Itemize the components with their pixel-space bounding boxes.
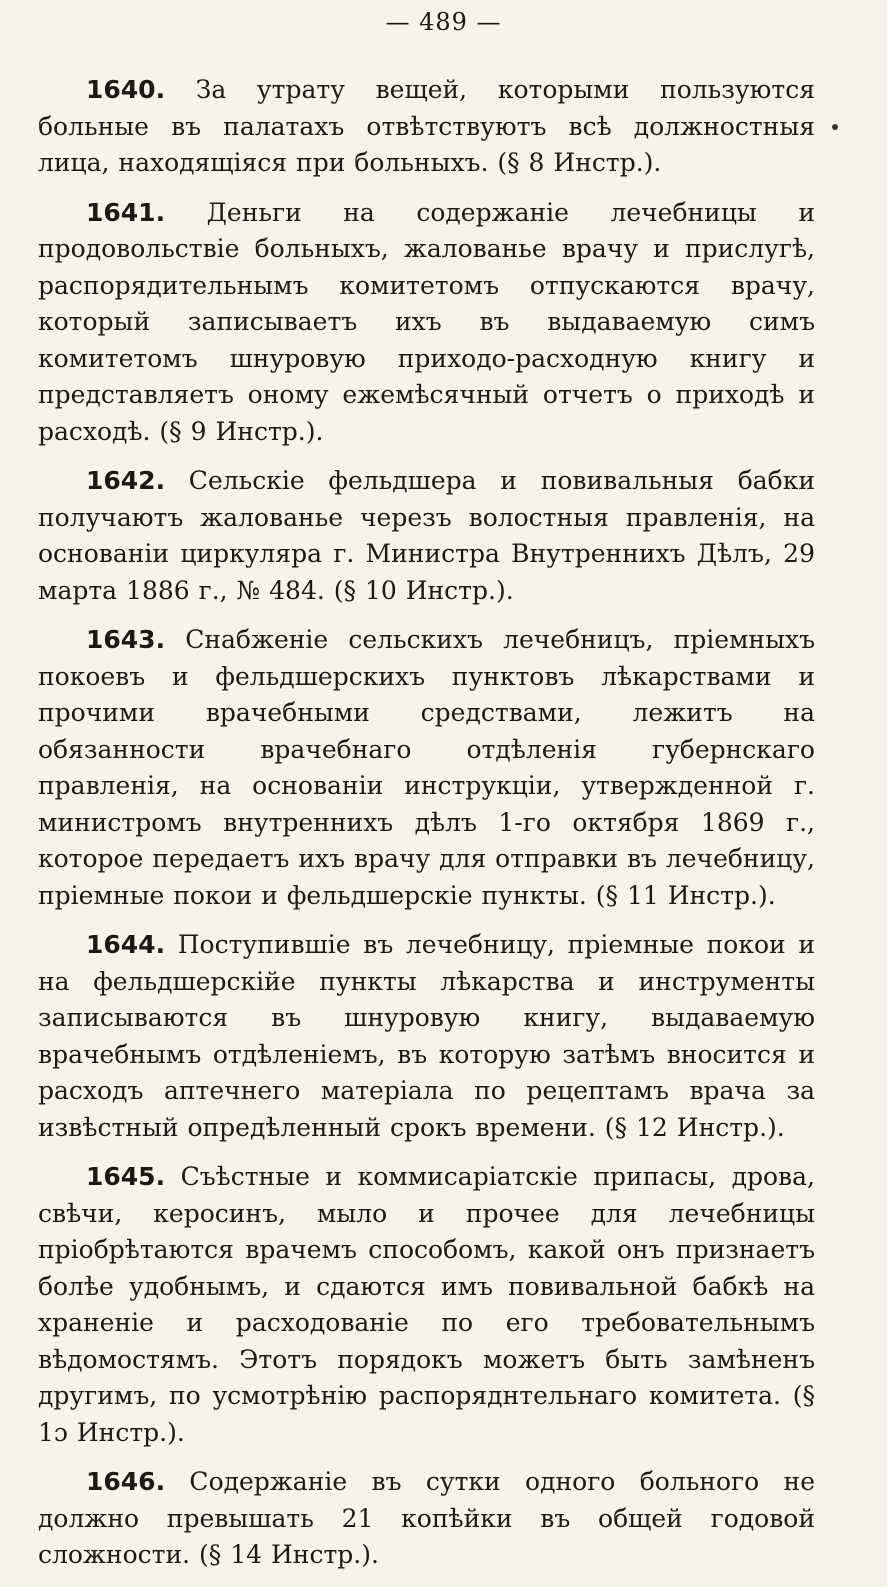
article-1643 bbox=[38, 622, 815, 914]
article-1641 bbox=[38, 195, 815, 451]
article-number: 1644. bbox=[86, 930, 166, 959]
article-1646 bbox=[38, 1464, 815, 1574]
article-1642 bbox=[38, 463, 815, 609]
article-1645 bbox=[38, 1159, 815, 1451]
article-number: 1646. bbox=[86, 1467, 166, 1496]
article-text: За утрату вещей, которыми пользуются больные въ палатахъ отвѣтствуютъ всѣ должностныя лица, находящіяся при больныхъ. (§ 8 Инстр.). bbox=[38, 75, 815, 177]
article-number: 1645. bbox=[86, 1162, 166, 1191]
article-number: 1643. bbox=[86, 625, 166, 654]
article-1640 bbox=[38, 72, 815, 182]
article-text: Снабженіе сельскихъ лечебницъ, пріемныхъ покоевъ и фельдшерскихъ пунктовъ лѣкарствами и прочими врачебными средствами, лежитъ на обязанности врачебнаго отдѣленія губернскаго правленія, на основаніи инструкціи, утвержденной г. министромъ внутреннихъ дѣлъ 1-го октября 1869 г., которое передаетъ ихъ врачу для отправки въ лечебницу, пріемные покои и фельдшерскіе пункты. (§ 11 Инстр.). bbox=[38, 625, 815, 910]
article-number: 1642. bbox=[86, 466, 166, 495]
article-number: 1641. bbox=[86, 197, 166, 227]
article-number: 1640. bbox=[86, 75, 166, 104]
article-list bbox=[38, 72, 815, 1587]
page-number: — 489 — bbox=[385, 8, 502, 36]
article-text: Съѣстные и коммисаріатскіе припасы, дрова, свѣчи, керосинъ, мыло и прочее для лечебницы пріобрѣтаются врачемъ способомъ, какой онъ признаетъ болѣе удобнымъ, и сдаются имъ повивальной бабкѣ на храненіе и расходованіе по его требовательнымъ вѣдомостямъ. Этотъ порядокъ можетъ быть замѣненъ другимъ, по усмотрѣнію распоряднтельнаго комитета. (§ 1ɔ Инстр.). bbox=[38, 1162, 815, 1447]
article-1644 bbox=[38, 927, 815, 1146]
article-text: Сельскіе фельдшера и повивальныя бабки получаютъ жалованье черезъ волостныя правленія, на основаніи циркуляра г. Министра Внутреннихъ Дѣлъ, 29 марта 1886 г., № 484. (§ 10 Инстр.). bbox=[38, 466, 815, 605]
article-text: Содержаніе въ сутки одного больного не должно превышать 21 копѣйки въ общей годовой сложности. (§ 14 Инстр.). bbox=[38, 1467, 815, 1569]
article-text: Поступившіе въ лечебницу, пріемные покои и на фельдшерскійе пункты лѣкарства и инструменты записываются въ шнуровую книгу, выдаваемую врачебнымъ отдѣленіемъ, въ которую затѣмъ вносится и расходъ аптечнего матеріала по рецептамъ врача за извѣстный опредѣленный срокъ времени. (§ 12 Инстр.). bbox=[38, 930, 815, 1142]
article-text: Деньги на содержаніе лечебницы и продовольствіе больныхъ, жалованье врачу и прислугѣ, распорядительнымъ комитетомъ отпускаются врачу, который записываетъ ихъ въ выдаваемую симъ комитетомъ шнуровую приходо-расходную книгу и представляетъ оному ежемѣсячный отчетъ о приходѣ и расходѣ. (§ 9 Инстр.). bbox=[38, 197, 815, 446]
margin-dot bbox=[832, 124, 838, 130]
